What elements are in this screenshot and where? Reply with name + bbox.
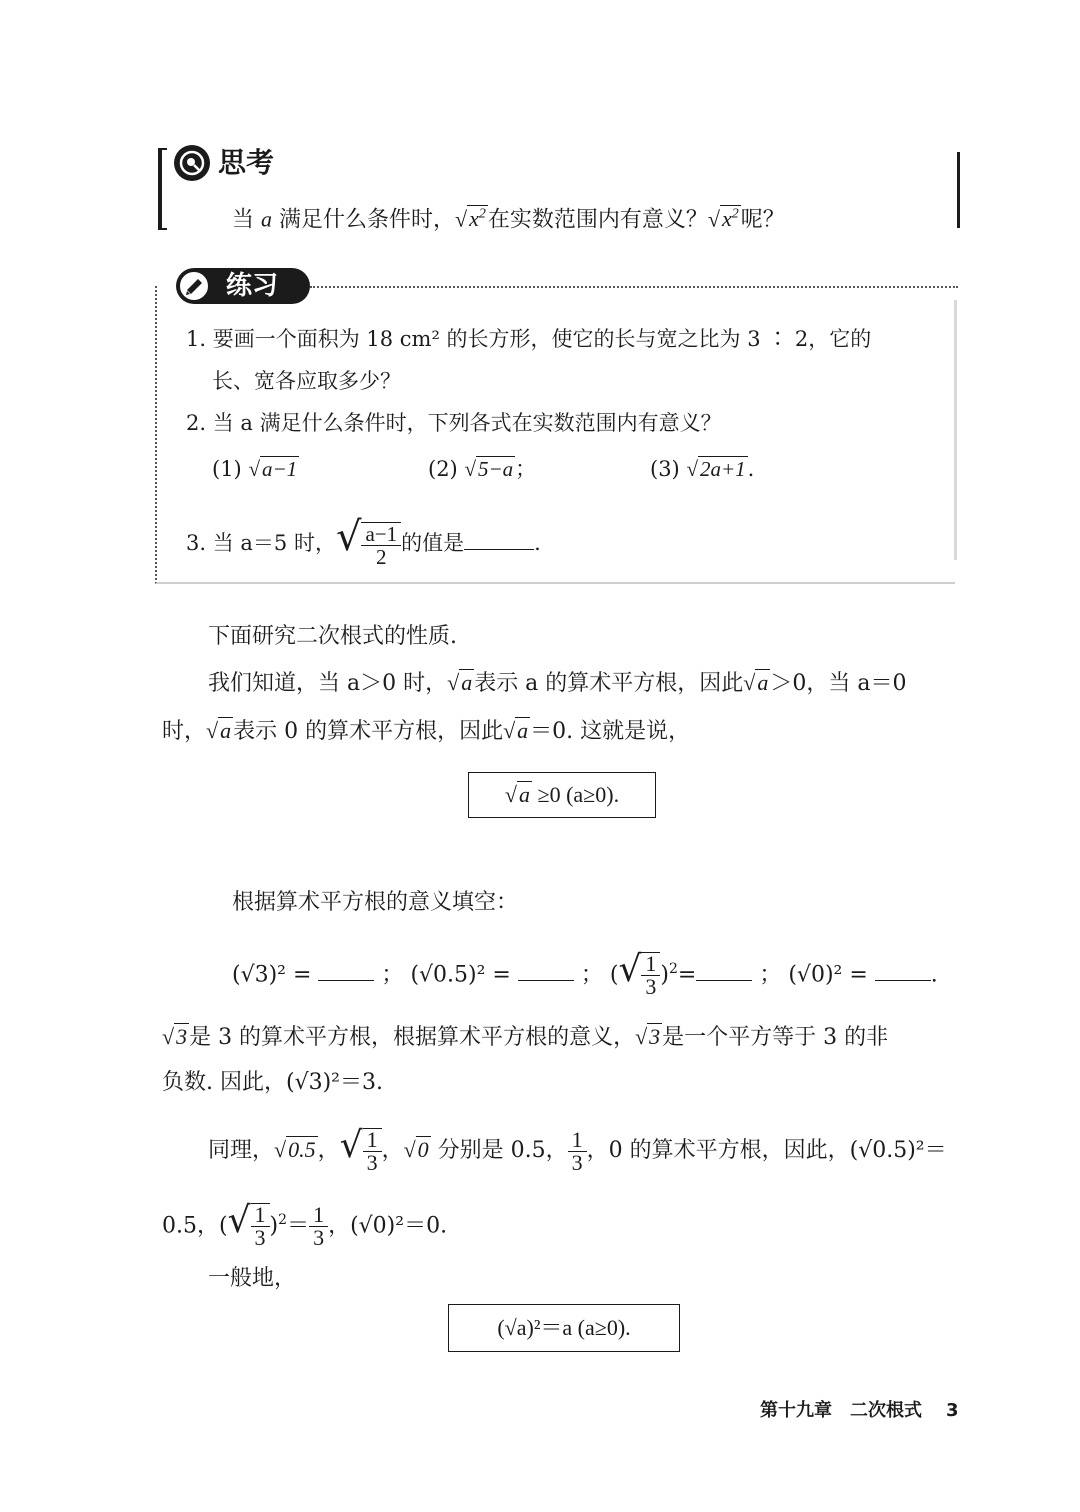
practice-q2-b: (2) √5−a； xyxy=(428,457,537,481)
intro-line: 下面研究二次根式的性质. xyxy=(208,624,457,649)
para3: √3是 3 的算术平方根，根据算术平方根的意义，√3是一个平方等于 3 的非 xyxy=(162,1024,889,1050)
footer-chapter: 第十九章 二次根式 xyxy=(760,1400,922,1421)
practice-q2-c: (3) √2a+1. xyxy=(650,457,755,481)
think-right-bar xyxy=(957,152,960,228)
practice-right-rule xyxy=(954,300,957,560)
think-title: 思考 xyxy=(218,146,275,179)
fill-intro: 根据算术平方根的意义填空： xyxy=(232,890,519,915)
practice-q2-line: 2. 当 a 满足什么条件时，下列各式在实数范围内有意义？ xyxy=(186,411,722,435)
practice-top-rule xyxy=(310,286,958,288)
para6: 0.5，(√ $\frac{1}{3}$ )$^2$＝ $\frac{1}{3}$ ，(√0)²＝0. xyxy=(162,1200,448,1251)
practice-q1-line2: 长、宽各应取多少？ xyxy=(212,369,401,393)
para5: 同理，√0.5，√ $\frac{1}{3}$ ，√0 分别是 0.5， $\frac{1}{3}$ ，0 的算术平方根，因此，(√0.5)²＝ xyxy=(208,1125,947,1175)
general-line: 一般地， xyxy=(208,1266,297,1291)
practice-q2-a: (1) √a−1 xyxy=(212,457,298,481)
property-box-2: (√a)²＝a (a≥0). xyxy=(448,1304,680,1352)
para4: 负数. 因此，(√3)²＝3. xyxy=(162,1070,383,1095)
practice-q1-line1: 1. 要画一个面积为 18 cm² 的长方形，使它的长与宽之比为 3 ∶ 2，它的 xyxy=(186,327,872,351)
footer-page-number: 3 xyxy=(946,1400,959,1421)
think-question: 当 a 满足什么条件时，$√x^2$在实数范围内有意义？$√x^2$呢？ xyxy=(232,206,785,233)
think-left-bar-fill xyxy=(158,148,162,230)
practice-title: 练习 xyxy=(226,271,279,301)
practice-icon xyxy=(178,270,210,302)
practice-q3: 3. 当 a＝5 时，√ $\frac{a-1}{2}$ 的值是 . xyxy=(186,514,541,569)
property-box-1: √a ≥0 (a≥0). xyxy=(468,772,656,818)
para2: 时，√a表示 0 的算术平方根，因此√a＝0. 这就是说， xyxy=(162,718,691,744)
fill-row: (√3)² = ； (√0.5)² = ； (√ $\frac{1}{3}$ )$^2$= ； (√0)² = . xyxy=(232,949,938,1000)
think-icon xyxy=(174,145,210,181)
para1: 我们知道，当 a＞0 时，√a表示 a 的算术平方根，因此√a＞0，当 a＝0 xyxy=(208,670,907,696)
